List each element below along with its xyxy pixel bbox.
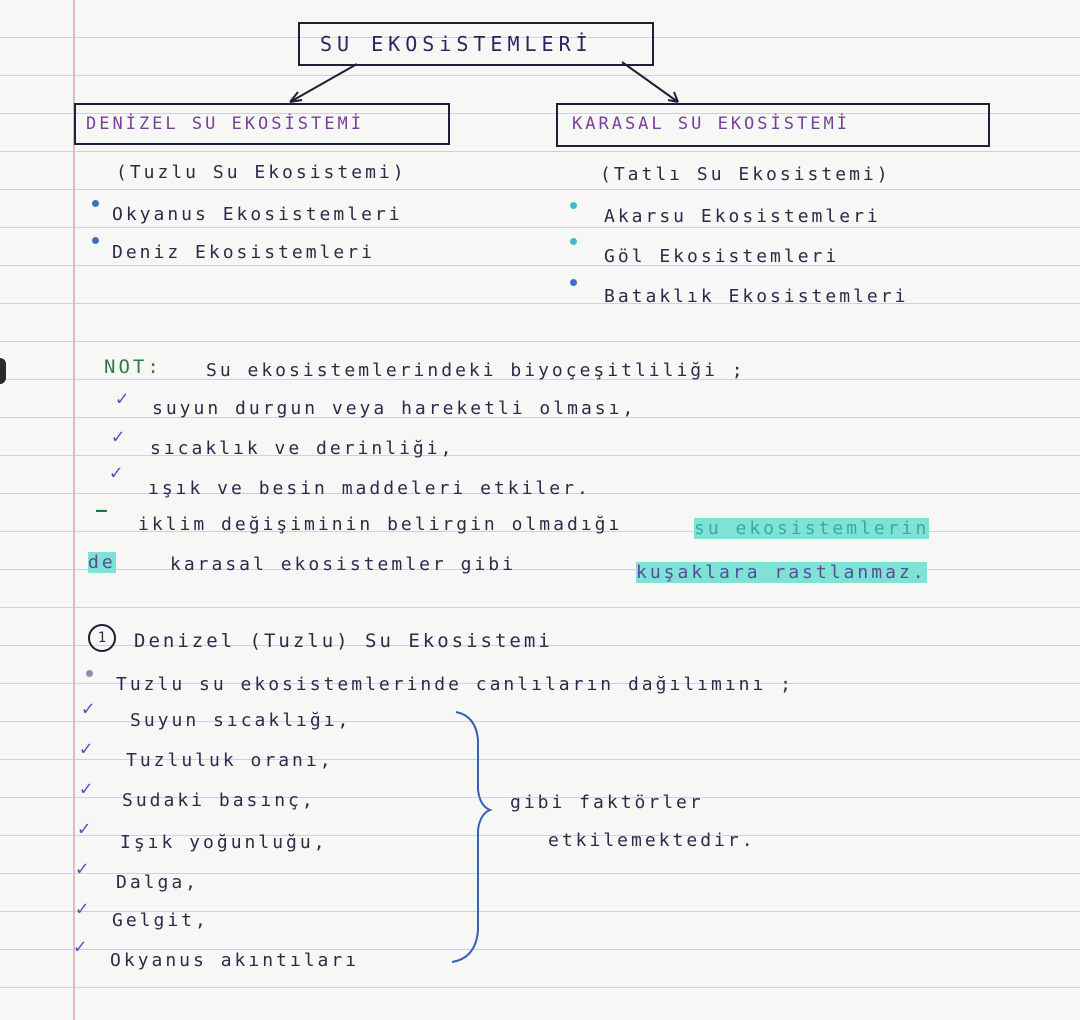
note-check-item: ışık ve besin maddeleri etkiler. — [148, 478, 591, 499]
section-heading: Denizel (Tuzlu) Su Ekosistemi — [134, 630, 553, 652]
check-icon: ✓ — [82, 696, 95, 720]
bullet-icon — [86, 670, 93, 677]
factor-item: Okyanus akıntıları — [110, 950, 360, 971]
note-highlight: de — [88, 552, 116, 573]
section-number: 1 — [88, 624, 116, 652]
note-check-item: sıcaklık ve derinliği, — [150, 438, 455, 459]
page-title: SU EKOSiSTEMLERİ — [320, 32, 593, 56]
denizel-item: Okyanus Ekosistemleri — [112, 204, 403, 225]
check-icon: ✓ — [74, 934, 87, 958]
note-label: NOT: — [104, 356, 162, 378]
note-line: iklim değişiminin belirgin olmadığı — [138, 514, 623, 535]
karasal-subtitle: (Tatlı Su Ekosistemi) — [600, 164, 891, 185]
factor-item: Sudaki basınç, — [122, 790, 316, 811]
note-line: karasal ekosistemler gibi — [170, 554, 516, 575]
factor-item: Suyun sıcaklığı, — [130, 710, 352, 731]
denizel-heading-box — [74, 103, 450, 145]
factor-item: Dalga, — [116, 872, 200, 893]
note-intro: Su ekosistemlerindeki biyoçeşitliliği ; — [206, 360, 746, 381]
karasal-item: Bataklık Ekosistemleri — [604, 286, 909, 307]
check-icon: ✓ — [112, 424, 125, 448]
check-icon: ✓ — [76, 896, 89, 920]
denizel-subtitle: (Tuzlu Su Ekosistemi) — [116, 162, 407, 183]
section-intro: Tuzlu su ekosistemlerinde canlıların dağılımını ; — [116, 674, 795, 695]
title-box — [298, 22, 654, 66]
check-icon: ✓ — [80, 736, 93, 760]
factor-item: Işık yoğunluğu, — [120, 832, 328, 853]
bullet-icon — [92, 200, 99, 207]
factor-item: Tuzluluk oranı, — [126, 750, 334, 771]
karasal-heading: KARASAL SU EKOSİSTEMİ — [572, 114, 850, 134]
check-icon: ✓ — [76, 856, 89, 880]
conclusion-line: gibi faktörler — [510, 792, 704, 813]
note-highlight: kuşaklara rastlanmaz. — [636, 562, 927, 583]
dash-mark: — — [96, 500, 110, 521]
conclusion-line: etkilemektedir. — [548, 830, 756, 851]
check-icon: ✓ — [116, 386, 129, 410]
factor-item: Gelgit, — [112, 910, 209, 931]
bullet-icon — [570, 238, 577, 245]
note-highlight: su ekosistemlerin — [694, 518, 930, 539]
check-icon: ✓ — [110, 460, 123, 484]
denizel-item: Deniz Ekosistemleri — [112, 242, 375, 263]
bullet-icon — [570, 279, 577, 286]
karasal-item: Göl Ekosistemleri — [604, 246, 840, 267]
bullet-icon — [570, 202, 577, 209]
denizel-heading: DENİZEL SU EKOSİSTEMİ — [86, 114, 364, 134]
brace — [452, 712, 490, 962]
karasal-item: Akarsu Ekosistemleri — [604, 206, 881, 227]
note-check-item: suyun durgun veya hareketli olması, — [152, 398, 637, 419]
bullet-icon — [92, 237, 99, 244]
check-icon: ✓ — [80, 776, 93, 800]
karasal-heading-box — [556, 103, 990, 147]
check-icon: ✓ — [78, 816, 91, 840]
